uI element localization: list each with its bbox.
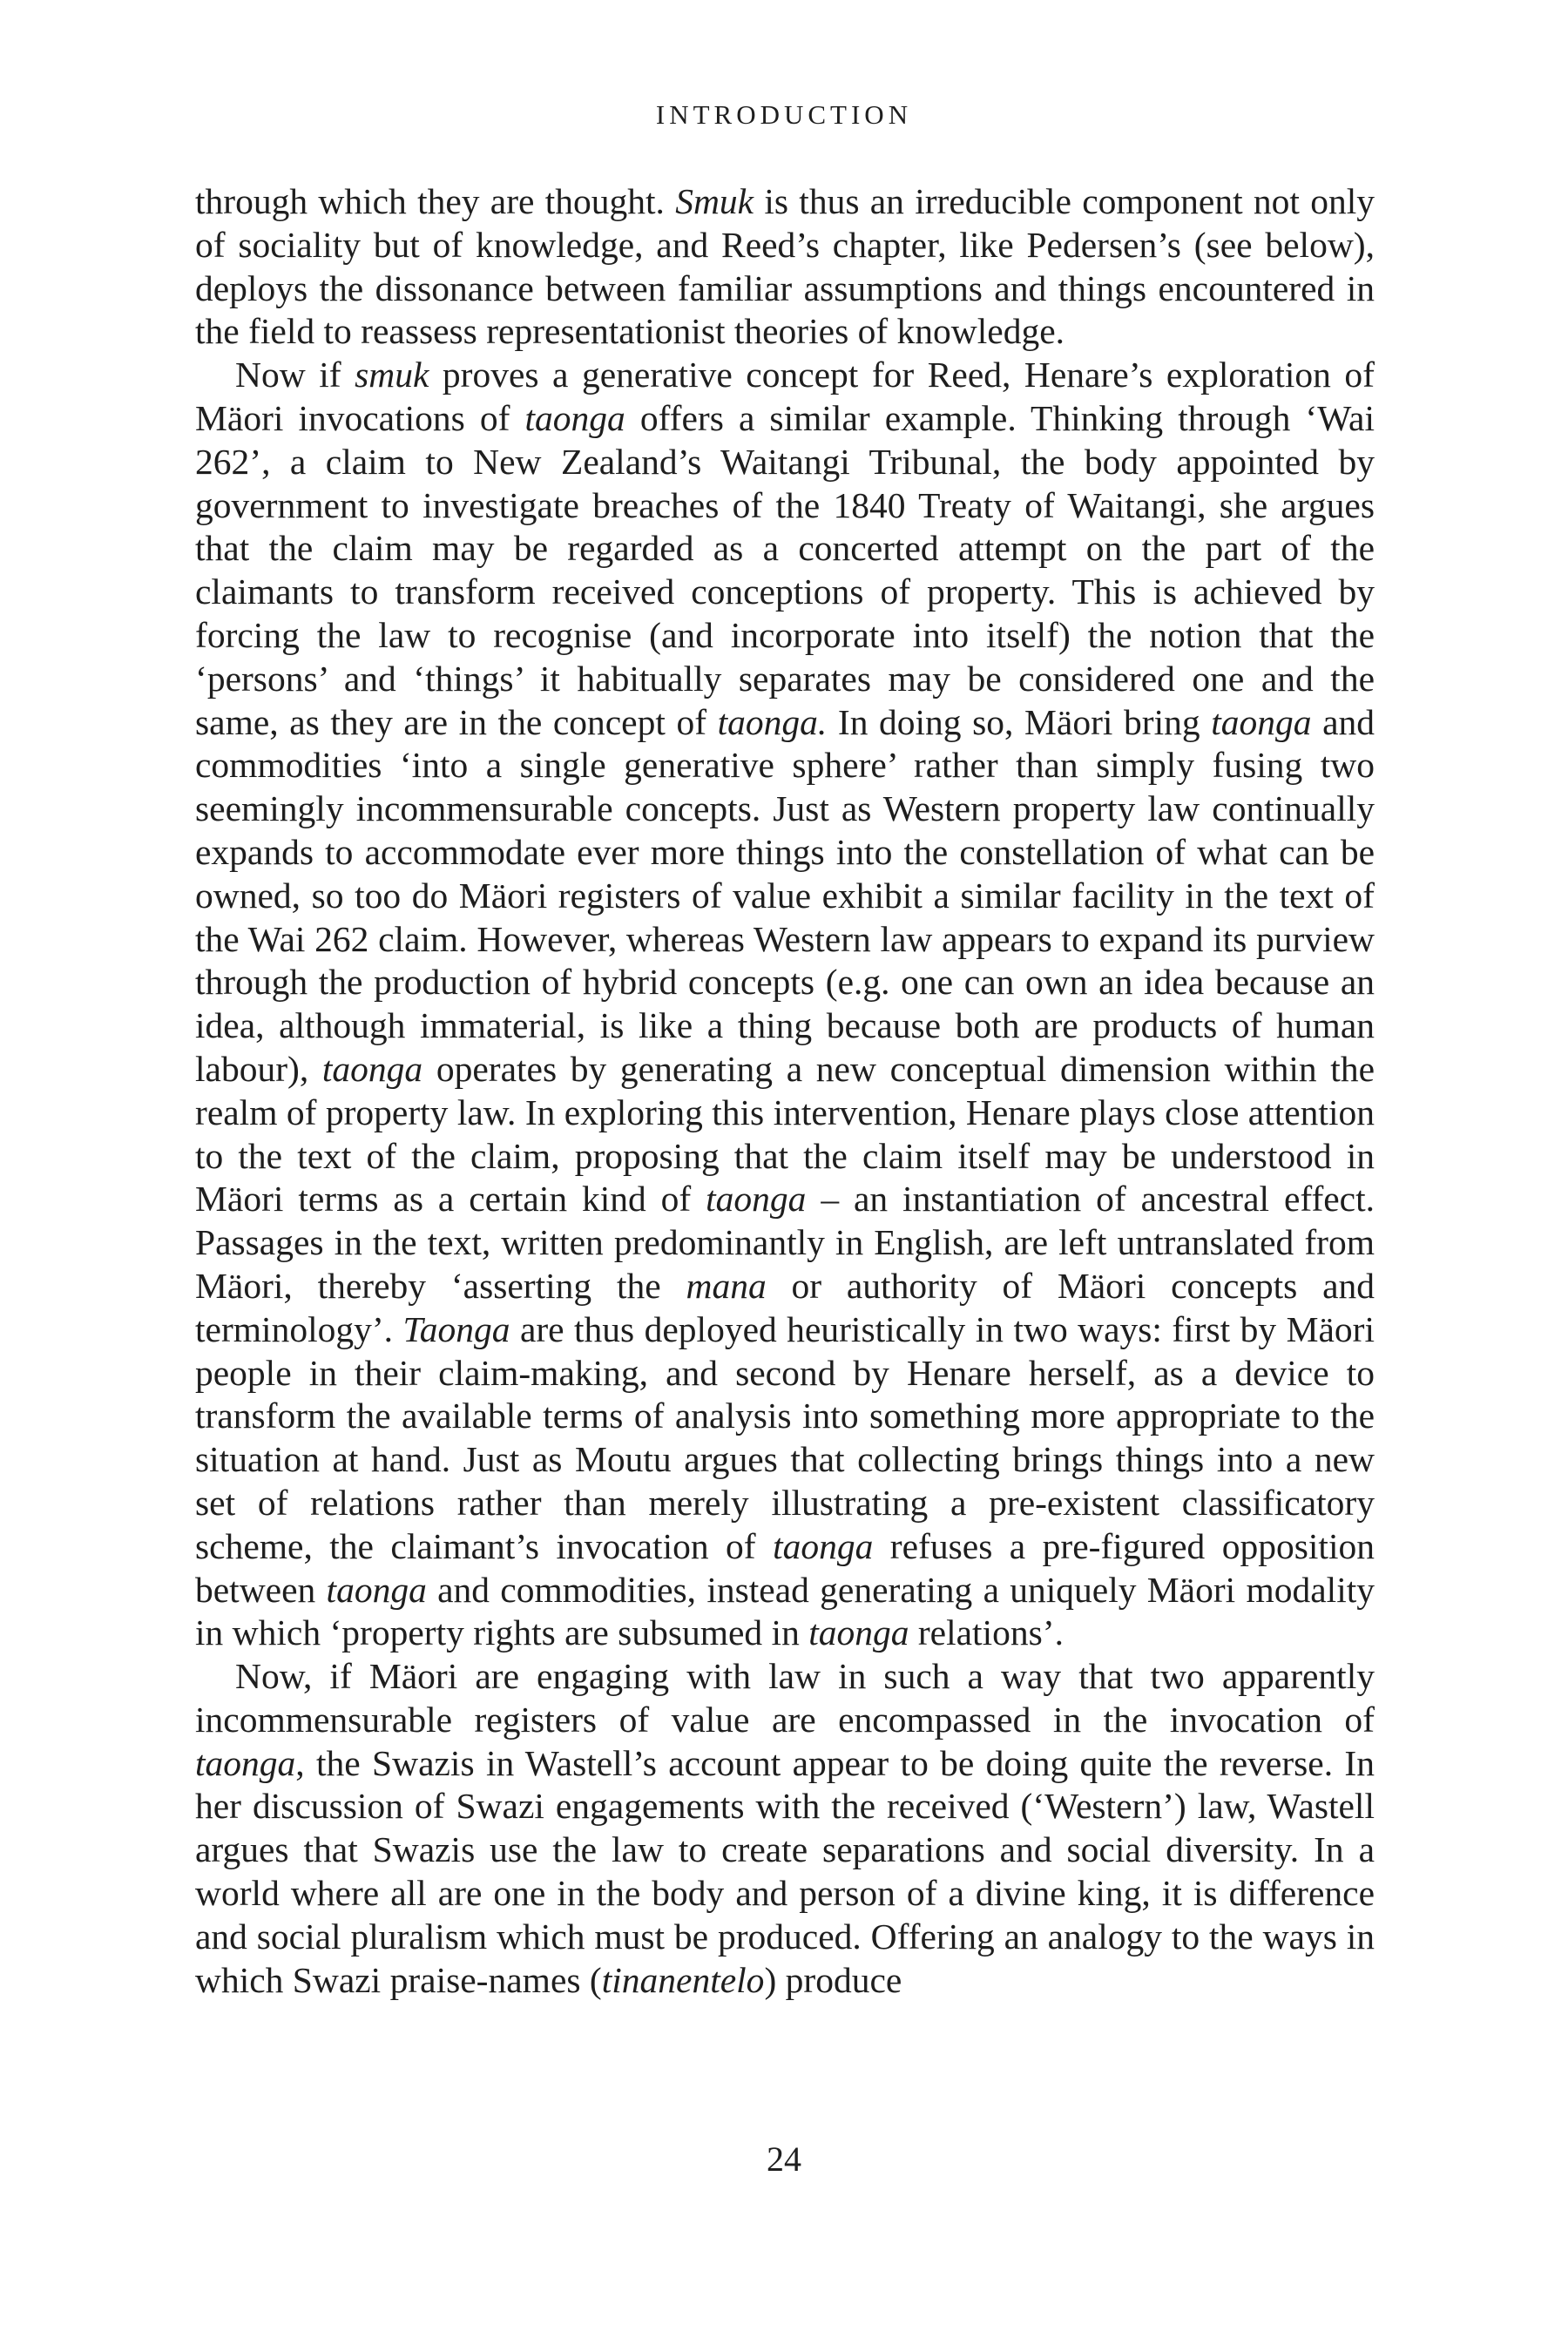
text-run: refuses a pre-figured opposition between <box>195 1525 1375 1610</box>
italic-term: tinanentelo <box>601 1959 765 2000</box>
text-run: In doing so, Mäori bring <box>827 701 1212 742</box>
text-run: relations’. <box>909 1612 1064 1653</box>
italic-term: taonga. <box>717 701 828 742</box>
body-text <box>195 180 1375 2002</box>
paragraph <box>195 354 1375 1655</box>
text-run: and commodities ‘into a single generative sphere’ rather than simply fusing two seemingly incommensurable concepts. Just as Western property law continually expands to accommodate ever more things into the constellation of what can be owned, so too do Mäori registers of value exhibit a similar facility in the text of the Wai 262 claim. However, whereas Western law appears to expand its purview through the production of hybrid concepts (e.g. one can own an idea because an idea, although immaterial, is like a thing because both are products of human labour), <box>195 701 1375 1089</box>
text-run: Now if <box>235 355 355 395</box>
text-run: – an instantiation of ancestral effect. Passages in the text, written predominantly in English, are left untranslated from Mäori, thereby ‘asserting the <box>195 1179 1375 1306</box>
text-run: , the Swazis in Wastell’s account appear to be doing quite the reverse. In her discussion of Swazi engagements with the received (‘Western’) law, Wastell argues that Swazis use the law to create separations and social diversity. In a world where all are one in the body and person of a divine king, it is difference and social pluralism which must be produced. Offering an analogy to the ways in which Swazi praise-names ( <box>195 1742 1375 2000</box>
text-run: through which they are thought. <box>195 181 676 221</box>
italic-term: Taonga <box>402 1308 510 1349</box>
text-run: operates by generating a new conceptual dimension within the realm of property law. In exploring this intervention, Henare plays close attention to the text of the claim, proposing that the claim itself may be understood in Mäori terms as a certain kind of <box>195 1048 1375 1220</box>
text-run: Now, if Mäori are engaging with law in such a way that two apparently incommensurable registers of value are encompassed in the invocation of <box>195 1656 1375 1740</box>
running-head: INTRODUCTION <box>655 99 913 130</box>
italic-term: taonga <box>321 1048 423 1089</box>
text-run: offers a similar example. Thinking through ‘Wai 262’, a claim to New Zealand’s Waitangi Tribunal, the body appointed by government to investigate breaches of the 1840 Treaty of Waitangi, she argues that the claim may be regarded as a concerted attempt on the part of the claimants to transform received conceptions of property. This is achieved by forcing the law to recognise (and incorporate into itself) the notion that the ‘persons’ and ‘things’ it habitually separates may be considered one and the same, as they are in the concept of <box>195 397 1375 742</box>
paragraph <box>195 1655 1375 2002</box>
italic-term: smuk <box>355 355 429 395</box>
text-run: or authority of Mäori concepts and terminology’. <box>195 1265 1375 1349</box>
text-run: is thus an irreducible component not only of sociality but of knowledge, and Reed’s chapter, like Pedersen’s (see below), deploys the dissonance between familiar assumptions and things encountered in the field to reassess representationist theories of knowledge. <box>195 181 1375 352</box>
italic-term: taonga <box>326 1569 427 1610</box>
text-run: proves a generative concept for Reed, Henare’s exploration of Mäori invocations of <box>195 355 1375 438</box>
italic-term: taonga <box>524 397 625 438</box>
italic-term: mana <box>686 1265 767 1306</box>
text-run: and commodities, instead generating a uniquely Mäori modality in which ‘property rights are subsumed in <box>195 1569 1375 1653</box>
italic-term: taonga <box>195 1742 296 1783</box>
text-run: are thus deployed heuristically in two ways: first by Mäori people in their claim-making, and second by Henare herself, as a device to transform the available terms of analysis into something more appropriate to the situation at hand. Just as Moutu argues that collecting brings things into a new set of relations rather than merely illustrating a pre-existent classificatory scheme, the claimant’s invocation of <box>195 1308 1375 1566</box>
page-number: 24 <box>767 2139 801 2179</box>
italic-term: taonga <box>808 1612 909 1653</box>
italic-term: Smuk <box>675 181 754 221</box>
paragraph <box>195 180 1375 354</box>
italic-term: taonga <box>1211 701 1312 742</box>
text-run: ) produce <box>764 1959 902 2000</box>
italic-term: taonga <box>773 1525 874 1566</box>
italic-term: taonga <box>706 1179 807 1220</box>
